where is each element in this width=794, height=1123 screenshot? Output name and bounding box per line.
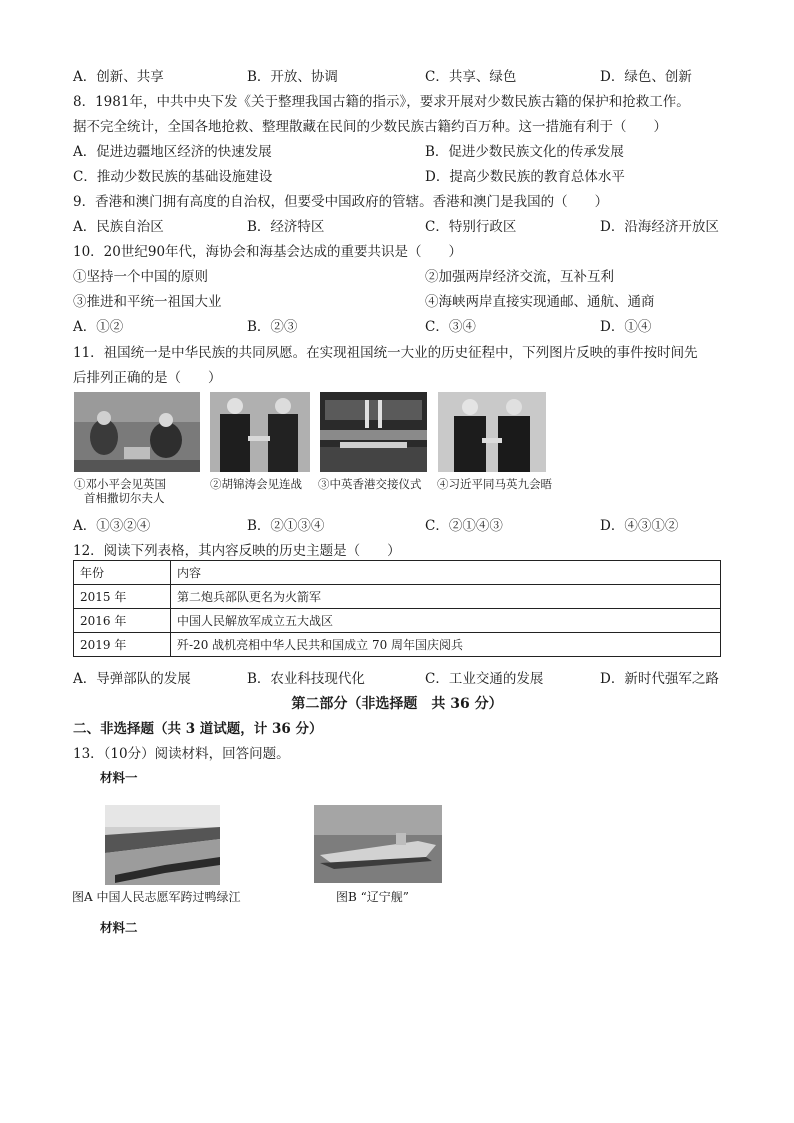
q11-photo-1-image — [74, 392, 200, 472]
q13-material2-label: 材料二 — [100, 920, 138, 935]
q13-stem: 13．（10分）阅读材料，回答问题。 — [73, 746, 290, 762]
q10-stem: 10．20世纪90年代，海协会和海基会达成的重要共识是（ ） — [73, 244, 463, 260]
q8-option-a: A．促进边疆地区经济的快速发展 — [73, 144, 272, 160]
q9-stem: 9．香港和澳门拥有高度的自治权，但要受中国政府的管辖。香港和澳门是我国的（ ） — [73, 194, 609, 210]
section2-heading: 二、非选择题（共 3 道试题，计 36 分） — [73, 721, 323, 737]
table-header-row — [74, 561, 721, 585]
q13-figure-a-image — [105, 805, 220, 885]
q9-option-d: D．沿海经济开放区 — [600, 219, 719, 235]
q9-option-c: C．特别行政区 — [425, 219, 517, 235]
q8-stem-line1: 8．1981年，中共中央下发《关于整理我国古籍的指示》，要求开展对少数民族古籍的保护和抢救工作。 — [73, 94, 690, 110]
q8-option-b: B．促进少数民族文化的传承发展 — [425, 144, 624, 160]
q11-photo-2 — [210, 392, 310, 472]
q11-photo-1 — [74, 392, 200, 472]
table-row — [74, 633, 721, 657]
q11-photo-4-image — [438, 392, 546, 472]
q12-option-d: D．新时代强军之路 — [600, 671, 719, 687]
q8-option-d: D．提高少数民族的教育总体水平 — [425, 169, 625, 185]
q13-figure-a — [105, 805, 220, 885]
table-cell-year: 2016 年 — [74, 609, 171, 633]
q10-item-2: ②加强两岸经济交流，互补互利 — [425, 269, 614, 285]
q7-option-b: B．开放、协调 — [247, 69, 338, 85]
table-cell-year: 2015 年 — [74, 585, 171, 609]
q12-table — [73, 560, 721, 657]
q11-photo-2-image — [210, 392, 310, 472]
table-cell-year: 2019 年 — [74, 633, 171, 657]
q13-figure-b-image — [314, 805, 442, 883]
table-cell-content: 第二炮兵部队更名为火箭军 — [171, 585, 721, 609]
q10-option-b: B．②③ — [247, 319, 298, 335]
q10-item-3: ③推进和平统一祖国大业 — [73, 294, 222, 310]
q12-option-b: B．农业科技现代化 — [247, 671, 365, 687]
q12-stem: 12．阅读下列表格，其内容反映的历史主题是（ ） — [73, 543, 401, 559]
q7-option-a: A．创新、共享 — [73, 69, 164, 85]
q11-photo-3 — [320, 392, 427, 472]
q11-caption-4: ④习近平同马英九会晤 — [437, 477, 552, 491]
table-row — [74, 585, 721, 609]
q9-option-a: A．民族自治区 — [73, 219, 164, 235]
q11-stem-line2: 后排列正确的是（ ） — [73, 370, 222, 386]
q8-option-c: C．推动少数民族的基础设施建设 — [73, 169, 273, 185]
q13-figure-b-caption: 图B “辽宁舰” — [336, 890, 409, 904]
q11-photo-4 — [438, 392, 546, 472]
q11-photo-3-image — [320, 392, 427, 472]
q11-option-b: B．②①③④ — [247, 518, 325, 534]
table-cell-content: 中国人民解放军成立五大战区 — [171, 609, 721, 633]
q11-caption-1a: ①邓小平会见英国 — [74, 477, 166, 491]
q13-figure-b — [314, 805, 442, 883]
q7-option-d: D．绿色、创新 — [600, 69, 692, 85]
q11-stem-line1: 11．祖国统一是中华民族的共同夙愿。在实现祖国统一大业的历史征程中，下列图片反映的事件按时间先 — [73, 345, 698, 361]
table-header-content: 内容 — [171, 561, 721, 585]
part2-title: 第二部分（非选择题 共 36 分） — [291, 696, 503, 712]
q11-caption-3: ③中英香港交接仪式 — [318, 477, 422, 491]
q7-option-c: C．共享、绿色 — [425, 69, 517, 85]
q12-option-a: A．导弹部队的发展 — [73, 671, 191, 687]
q9-option-b: B．经济特区 — [247, 219, 325, 235]
q11-option-c: C．②①④③ — [425, 518, 503, 534]
q13-material1-label: 材料一 — [100, 770, 138, 785]
q10-option-c: C．③④ — [425, 319, 476, 335]
table-row — [74, 609, 721, 633]
q10-item-4: ④海峡两岸直接实现通邮、通航、通商 — [425, 294, 655, 310]
q13-figure-a-caption: 图A 中国人民志愿军跨过鸭绿江 — [72, 890, 241, 904]
q12-option-c: C．工业交通的发展 — [425, 671, 544, 687]
q11-caption-2: ②胡锦涛会见连战 — [210, 477, 302, 491]
q10-option-d: D．①④ — [600, 319, 652, 335]
q10-item-1: ①坚持一个中国的原则 — [73, 269, 208, 285]
q11-caption-1b: 首相撒切尔夫人 — [84, 491, 165, 505]
table-header-year: 年份 — [74, 561, 171, 585]
q11-option-d: D．④③①② — [600, 518, 679, 534]
q8-stem-line2: 据不完全统计，全国各地抢救、整理散藏在民间的少数民族古籍约百万种。这一措施有利于（ ） — [73, 119, 667, 135]
q10-option-a: A．①② — [73, 319, 124, 335]
q11-option-a: A．①③②④ — [73, 518, 151, 534]
table-cell-content: 歼-20 战机亮相中华人民共和国成立 70 周年国庆阅兵 — [171, 633, 721, 657]
